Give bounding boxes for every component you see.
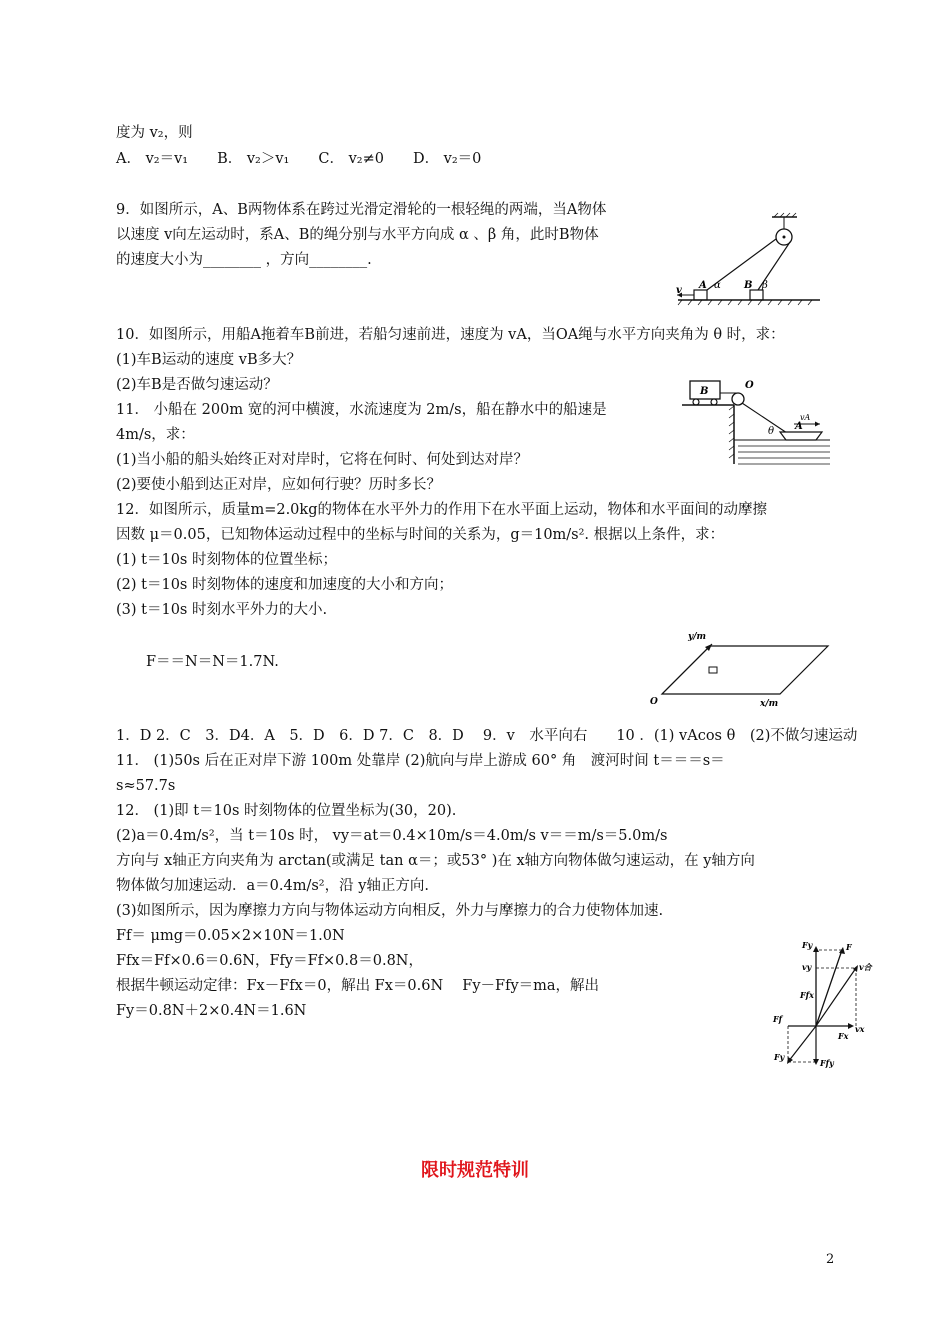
label-f: F bbox=[846, 942, 852, 952]
label-a: A bbox=[795, 421, 803, 432]
coordinate-plane-figure bbox=[642, 628, 832, 712]
text-line-23: (2)a＝0.4m/s²，当 t＝10s 时， vy＝at＝0.4×10m/s＝4.0m/s v＝＝m/s＝5.0m/s bbox=[116, 828, 668, 844]
text-line-7: (1)车B运动的速度 vB多大？ bbox=[116, 352, 302, 368]
text-line-26: (3)如图所示，因为摩擦力方向与物体运动方向相反，外力与摩擦力的合力使物体加速. bbox=[116, 903, 664, 919]
label-b: B bbox=[744, 280, 753, 291]
boat-cart-figure bbox=[682, 376, 832, 476]
section-title: 限时规范特训 bbox=[421, 1160, 529, 1181]
label-fy-neg: Fy bbox=[774, 1052, 785, 1062]
text-line-25: 物体做匀加速运动．a＝0.4m/s²，沿 y轴正方向. bbox=[116, 878, 430, 894]
label-v-he: v合 bbox=[859, 962, 872, 972]
text-line-9: 11． 小船在 200m 宽的河中横渡，水流速度为 2m/s，船在静水中的船速是 bbox=[116, 402, 607, 418]
label-va: vA bbox=[800, 413, 811, 422]
text-line-12: (2)要使小船到达正对岸，应如何行驶？历时多长？ bbox=[116, 477, 442, 493]
text-line-17: (3) t＝10s 时刻水平外力的大小. bbox=[116, 602, 328, 618]
text-line-3: 9．如图所示，A、B两物体系在跨过光滑定滑轮的一根轻绳的两端，当A物体 bbox=[116, 202, 607, 218]
text-line-20: 11． (1)50s 后在正对岸下游 100m 处靠岸 (2)航向与岸上游成 60° 角 渡河时间 t＝＝＝s＝ bbox=[116, 753, 725, 769]
label-fy: Fy bbox=[802, 940, 813, 950]
text-line-4: 以速度 v向左运动时，系A、B的绳分别与水平方向成 α 、β 角，此时B物体 bbox=[116, 227, 599, 243]
label-ff: Ff bbox=[773, 1014, 783, 1024]
label-beta: β bbox=[762, 280, 768, 291]
label-v: v bbox=[676, 285, 682, 296]
label-vx: vx bbox=[855, 1024, 865, 1034]
text-line-13: 12．如图所示，质量m=2.0kg的物体在水平外力的作用下在水平面上运动，物体和水平面间的动摩擦 bbox=[116, 502, 767, 518]
x-axis-label: x/m bbox=[760, 699, 779, 709]
label-theta: θ bbox=[768, 426, 775, 437]
text-line-1: 度为 v₂，则 bbox=[116, 125, 193, 141]
label-vy: vy bbox=[802, 962, 812, 972]
text-line-29: 根据牛顿运动定律：Fx－Ffx＝0，解出 Fx＝0.6N Fy－Ffy＝ma，解出 bbox=[116, 978, 600, 994]
force-diagram-figure bbox=[768, 938, 878, 1070]
text-line-24: 方向与 x轴正方向夹角为 arctan(或满足 tan α＝；或53° )在 x轴方向物体做匀速运动，在 y轴方向 bbox=[116, 853, 755, 869]
page-number: 2 bbox=[826, 1252, 835, 1267]
text-line-28: Ffx＝Ff×0.6＝0.6N，Ffy＝Ff×0.8＝0.8N， bbox=[116, 953, 423, 969]
text-line-22: 12． (1)即 t＝10s 时刻物体的位置坐标为(30，20). bbox=[116, 803, 457, 819]
text-line-14: 因数 μ＝0.05，已知物体运动过程中的坐标与时间的关系为，g＝10m/s². 根据以上条件，求： bbox=[116, 527, 725, 543]
text-line-15: (1) t＝10s 时刻物体的位置坐标； bbox=[116, 552, 337, 568]
text-line-2: A． v₂＝v₁ B． v₂＞v₁ C． v₂≠0 D． v₂＝0 bbox=[116, 151, 482, 167]
text-line-5: 的速度大小为________ ，方向________. bbox=[116, 252, 372, 268]
label-b: B bbox=[700, 386, 709, 397]
pulley-figure bbox=[672, 212, 822, 312]
text-line-19: 1．D 2．C 3．D4．A 5．D 6．D 7．C 8．D 9．v 水平向右 10 ．(1) vAcos θ (2)不做匀速运动 bbox=[116, 728, 858, 744]
y-axis-label: y/m bbox=[688, 632, 707, 642]
label-fx: Fx bbox=[838, 1031, 849, 1041]
text-line-8: (2)车B是否做匀速运动？ bbox=[116, 377, 278, 393]
text-line-10: 4m/s，求： bbox=[116, 427, 195, 443]
label-ffx: Ffx bbox=[800, 990, 814, 1000]
text-line-27: Ff＝ μmg＝0.05×2×10N＝1.0N bbox=[116, 928, 345, 944]
label-alpha: α bbox=[714, 280, 721, 291]
text-line-18: F＝＝N＝N＝1.7N. bbox=[146, 654, 279, 670]
label-a: A bbox=[699, 280, 707, 291]
label-o: O bbox=[745, 380, 754, 391]
text-line-6: 10．如图所示，用船A拖着车B前进，若船匀速前进，速度为 vA，当OA绳与水平方向夹角为 θ 时，求： bbox=[116, 327, 785, 343]
text-line-11: (1)当小船的船头始终正对对岸时，它将在何时、何处到达对岸？ bbox=[116, 452, 529, 468]
text-line-30: Fy＝0.8N＋2×0.4N＝1.6N bbox=[116, 1003, 307, 1019]
text-line-21: s≈57.7s bbox=[116, 778, 176, 794]
label-ffy: Ffy bbox=[820, 1058, 834, 1068]
origin-label: O bbox=[650, 697, 658, 707]
text-line-16: (2) t＝10s 时刻物体的速度和加速度的大小和方向； bbox=[116, 577, 453, 593]
